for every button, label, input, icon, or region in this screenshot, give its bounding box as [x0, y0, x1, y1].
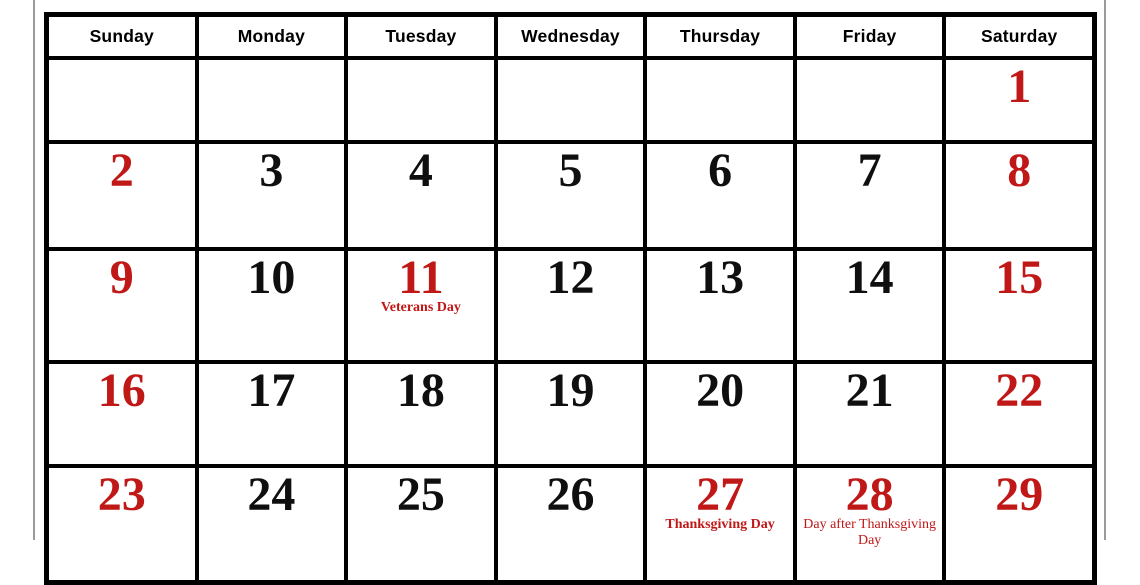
- weekday-header-monday: Monday: [199, 17, 345, 56]
- day-number: 28: [845, 467, 894, 521]
- day-number: 20: [696, 363, 745, 417]
- calendar-cell-26: [498, 468, 644, 580]
- calendar-cell-23: [49, 468, 195, 580]
- day-number: 1: [1007, 59, 1032, 113]
- day-number: 12: [546, 250, 595, 304]
- calendar-cell-12: [498, 251, 644, 360]
- calendar-cell-11: [348, 251, 494, 360]
- day-number: 25: [396, 467, 445, 521]
- calendar-cell-empty: [348, 60, 494, 140]
- weekday-header-friday: Friday: [797, 17, 943, 56]
- weekday-header-sunday: Sunday: [49, 17, 195, 56]
- day-number: 27: [696, 467, 745, 521]
- calendar-cell-28: [797, 468, 943, 580]
- calendar-cell-29: [946, 468, 1092, 580]
- day-number: 18: [396, 363, 445, 417]
- day-number: 23: [97, 467, 146, 521]
- day-number: 10: [247, 250, 296, 304]
- calendar-cell-empty: [797, 60, 943, 140]
- day-number: 5: [558, 143, 583, 197]
- day-number: 3: [259, 143, 284, 197]
- calendar-cell-empty: [199, 60, 345, 140]
- calendar-cell-25: [348, 468, 494, 580]
- calendar-cell-5: [498, 144, 644, 247]
- day-number: 29: [995, 467, 1044, 521]
- day-number: 7: [857, 143, 882, 197]
- calendar-cell-empty: [498, 60, 644, 140]
- calendar-cell-21: [797, 364, 943, 464]
- weekday-header-saturday: Saturday: [946, 17, 1092, 56]
- calendar-cell-3: [199, 144, 345, 247]
- day-number: 22: [995, 363, 1044, 417]
- day-number: 9: [109, 250, 134, 304]
- day-number: 8: [1007, 143, 1032, 197]
- calendar-cell-18: [348, 364, 494, 464]
- day-number: 2: [109, 143, 134, 197]
- day-number: 15: [995, 250, 1044, 304]
- calendar-cell-19: [498, 364, 644, 464]
- calendar-cell-10: [199, 251, 345, 360]
- day-number: 21: [845, 363, 894, 417]
- day-number: 17: [247, 363, 296, 417]
- page-edge-right: [1104, 0, 1106, 540]
- day-number: 16: [97, 363, 146, 417]
- calendar-cell-1: [946, 60, 1092, 140]
- page-edge-left: [33, 0, 35, 540]
- calendar-cell-24: [199, 468, 345, 580]
- holiday-label: Day after Thanksgiving Day: [803, 517, 936, 548]
- calendar-cell-13: [647, 251, 793, 360]
- day-number: 13: [696, 250, 745, 304]
- calendar-cell-27: [647, 468, 793, 580]
- weekday-header-tuesday: Tuesday: [348, 17, 494, 56]
- weekday-header-thursday: Thursday: [647, 17, 793, 56]
- calendar-cell-14: [797, 251, 943, 360]
- day-number: 4: [408, 143, 433, 197]
- calendar-cell-15: [946, 251, 1092, 360]
- calendar-cell-9: [49, 251, 195, 360]
- day-number: 11: [398, 250, 444, 304]
- calendar-cell-empty: [49, 60, 195, 140]
- calendar-cell-2: [49, 144, 195, 247]
- calendar-table: [44, 12, 1097, 585]
- calendar-cell-4: [348, 144, 494, 247]
- calendar-cell-22: [946, 364, 1092, 464]
- calendar-cell-6: [647, 144, 793, 247]
- day-number: 6: [708, 143, 733, 197]
- holiday-label: Thanksgiving Day: [665, 517, 775, 532]
- day-number: 19: [546, 363, 595, 417]
- day-number: 14: [845, 250, 894, 304]
- day-number: 24: [247, 467, 296, 521]
- day-number: 26: [546, 467, 595, 521]
- calendar-cell-16: [49, 364, 195, 464]
- calendar-cell-17: [199, 364, 345, 464]
- calendar-cell-8: [946, 144, 1092, 247]
- calendar-cell-7: [797, 144, 943, 247]
- calendar-cell-empty: [647, 60, 793, 140]
- calendar-cell-20: [647, 364, 793, 464]
- weekday-header-wednesday: Wednesday: [498, 17, 644, 56]
- holiday-label: Veterans Day: [380, 300, 461, 315]
